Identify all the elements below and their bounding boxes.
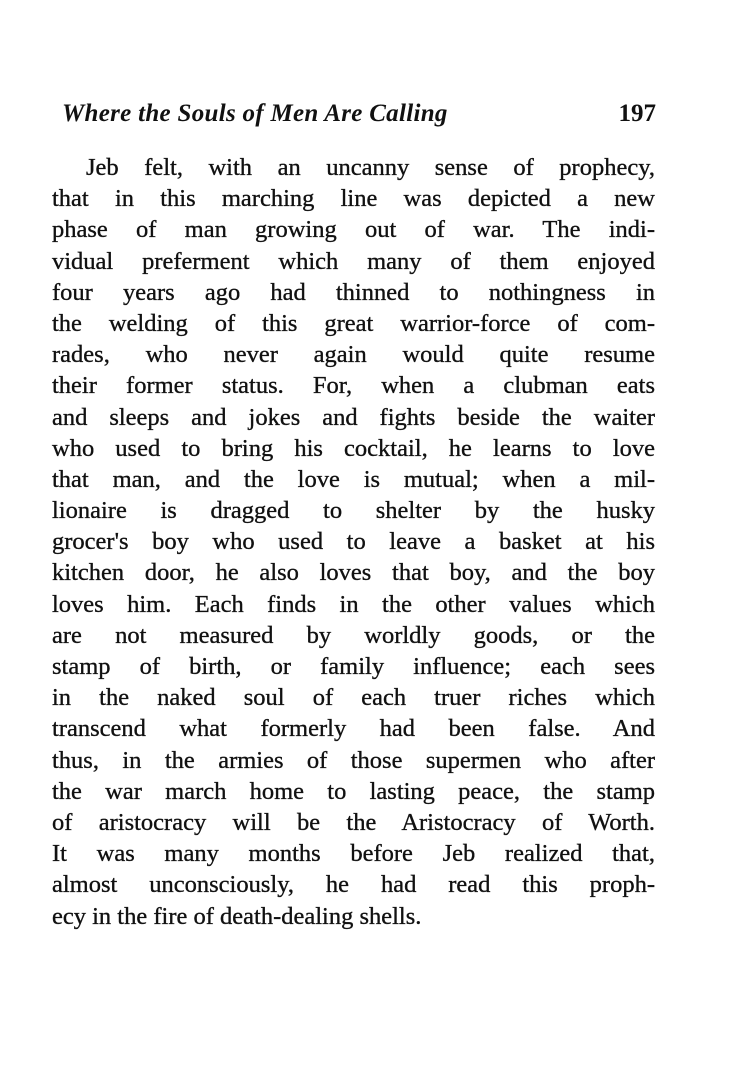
text-line: the war march home to lasting peace, the stamp [52,777,655,805]
text-line: that man, and the love is mutual; when a mil- [52,465,655,493]
text-line: that in this marching line was depicted a new [52,185,655,213]
text-line: their former status. For, when a clubman eats [52,372,655,400]
text-line: stamp of birth, or family influence; each sees [52,653,655,680]
text-line: vidual preferment which many of them enjoyed [52,247,655,275]
text-line: almost unconsciously, he had read this proph- [52,871,655,899]
text-line: lionaire is dragged to shelter by the husky [52,497,655,525]
text-line: transcend what formerly had been false. And [52,715,655,743]
text-line: kitchen door, he also loves that boy, and the boy [52,559,655,587]
body-paragraph [52,152,655,932]
text-line: loves him. Each finds in the other values which [52,590,655,618]
text-line: and sleeps and jokes and fights beside the waiter [52,403,655,431]
text-line: It was many months before Jeb realized that, [52,840,655,868]
text-line: rades, who never again would quite resume [52,341,655,369]
running-title: Where the Souls of Men Are Calling [62,100,448,127]
text-line: in the naked soul of each truer riches which [52,684,655,712]
text-line: phase of man growing out of war. The indi- [52,216,655,244]
text-line: who used to bring his cocktail, he learns to love [52,434,655,462]
text-line: Jeb felt, with an uncanny sense of prophecy, [86,154,655,181]
text-line: grocer's boy who used to leave a basket at his [52,528,655,556]
text-line: are not measured by worldly goods, or the [52,621,655,649]
text-line: four years ago had thinned to nothingness in [52,278,655,306]
page-header [62,100,656,136]
text-line: the welding of this great warrior-force of com- [52,309,655,337]
text-line: ecy in the fire of death-dealing shells. [52,902,422,930]
text-line: of aristocracy will be the Aristocracy of Worth. [52,808,655,836]
text-line: thus, in the armies of those supermen who after [52,746,655,774]
page-number: 197 [618,100,656,127]
